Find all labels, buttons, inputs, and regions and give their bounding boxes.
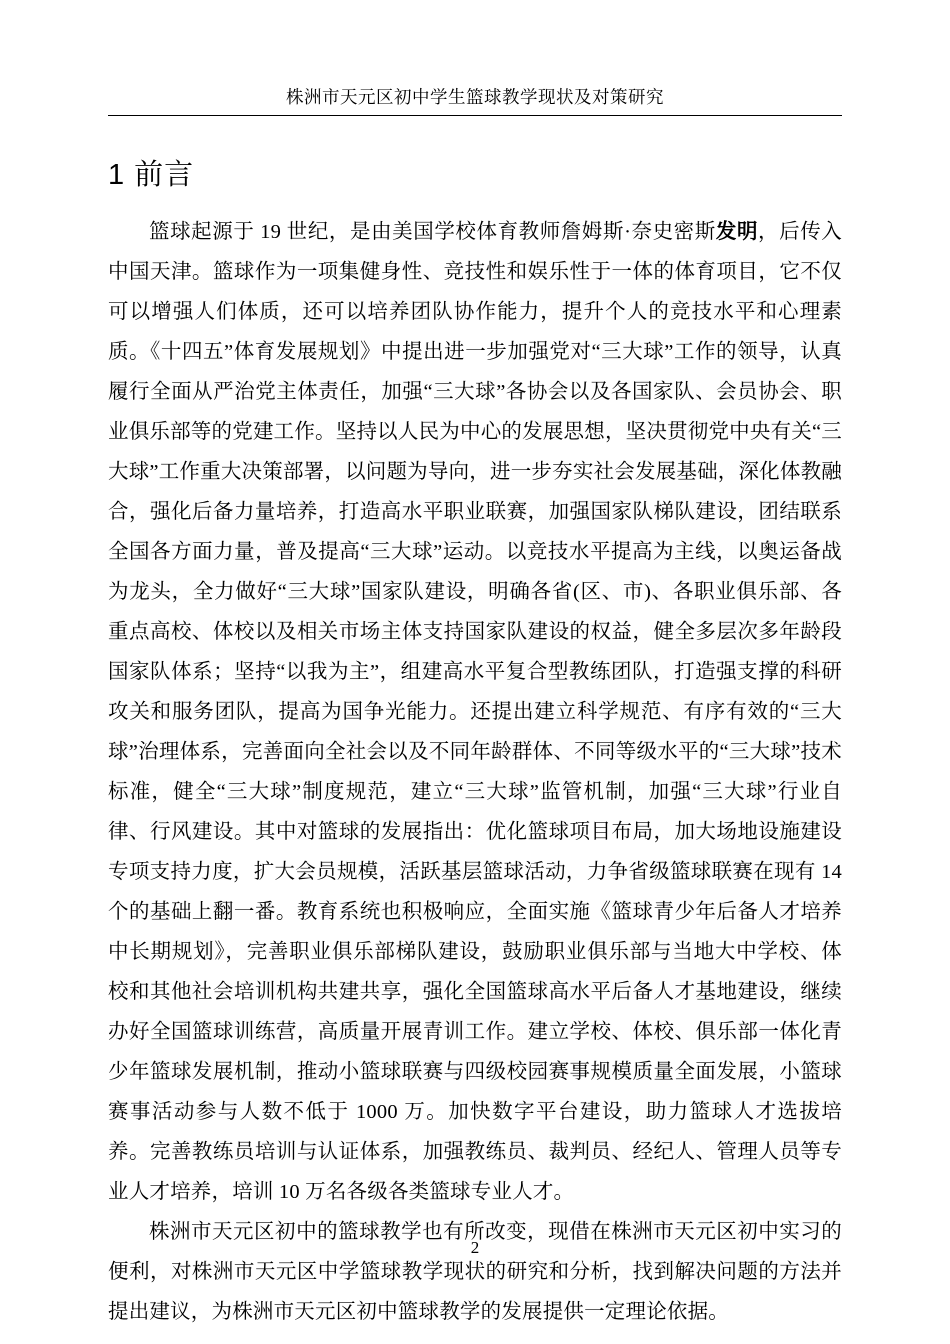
text-run: 株洲市天元区初中的篮球教学也有所改变，现借在株洲市天元区初中实习的便利，对株洲市天元区中学篮球教学现状的研究和分析，找到解决问题的方法并提出建议，为株洲市天元区初中篮球教学的发展提供一定理论依据。 [108,1221,842,1324]
section-title: 1 前言 [108,159,195,191]
page-number: 2 [470,1238,480,1257]
paragraph-1 [108,212,842,1212]
text-run: 篮球起源于 19 世纪，是由美国学校体育教师詹姆斯·奈史密斯 [149,221,716,244]
page-header: 株洲市天元区初中学生篮球教学现状及对策研究 [108,0,842,116]
text-run: ，后传入中国天津。篮球作为一项集健身性、竞技性和娱乐性于一体的体育项目，它不仅可以增强人们体质，还可以培养团队协作能力，提升个人的竞技水平和心理素质。《十四五”体育发展规划》中提出进一步加强党对“三大球”工作的领导，认真履行全面从严治党主体责任，加强“三大球”各协会以及各国家队、会员协会、职业俱乐部等的党建工作。坚持以人民为中心的发展思想，坚决贯彻党中央有关“三大球”工作重大决策部署，以问题为导向，进一步夯实社会发展基础，深化体教融合，强化后备力量培养，打造高水平职业联赛，加强国家队梯队建设，团结联系全国各方面力量，普及提高“三大球”运动。以竞技水平提高为主线，以奥运备战为龙头，全力做好“三大球”国家队建设，明确各省(区、市)、各职业俱乐部、各重点高校、体校以及相关市场主体支持国家队建设的权益，健全多层次多年龄段国家队体系；坚持“以我为主”，组建高水平复合型教练团队，打造强支撑的科研攻关和服务团队，提高为国争光能力。还提出建立科学规范、有序有效的“三大球”治理体系，完善面向全社会以及不同年龄群体、不同等级水平的“三大球”技术标准，健全“三大球”制度规范，建立“三大球”监管机制，加强“三大球”行业自律、行风建设。其中对篮球的发展指出：优化篮球项目布局，加大场地设施建设专项支持力度，扩大会员规模，活跃基层篮球活动，力争省级篮球联赛在现有 14 个的基础上翻一番。教育系统也积极响应，全面实施《篮球青少年后备人才培养中长期规划》，完善职业俱乐部梯队建设，鼓励职业俱乐部与当地大中学校、体校和其他社会培训机构共建共享，强化全国篮球高水平后备人才基地建设，继续办好全国篮球训练营，高质量开展青训工作。建立学校、体校、俱乐部一体化青少年篮球发展机制，推动小篮球联赛与四级校园赛事规模质量全面发展，小篮球赛事活动参与人数不低于 1000 万。加快数字平台建设，助力篮球人才选拔培养。完善教练员培训与认证体系，加强教练员、裁判员、经纪人、管理人员等专业人才培养，培训 10 万名各级各类篮球专业人才。 [108,221,842,1204]
emphasis-run: 发明 [715,221,759,244]
body-text [108,212,842,1332]
paragraph-2 [108,1212,842,1332]
